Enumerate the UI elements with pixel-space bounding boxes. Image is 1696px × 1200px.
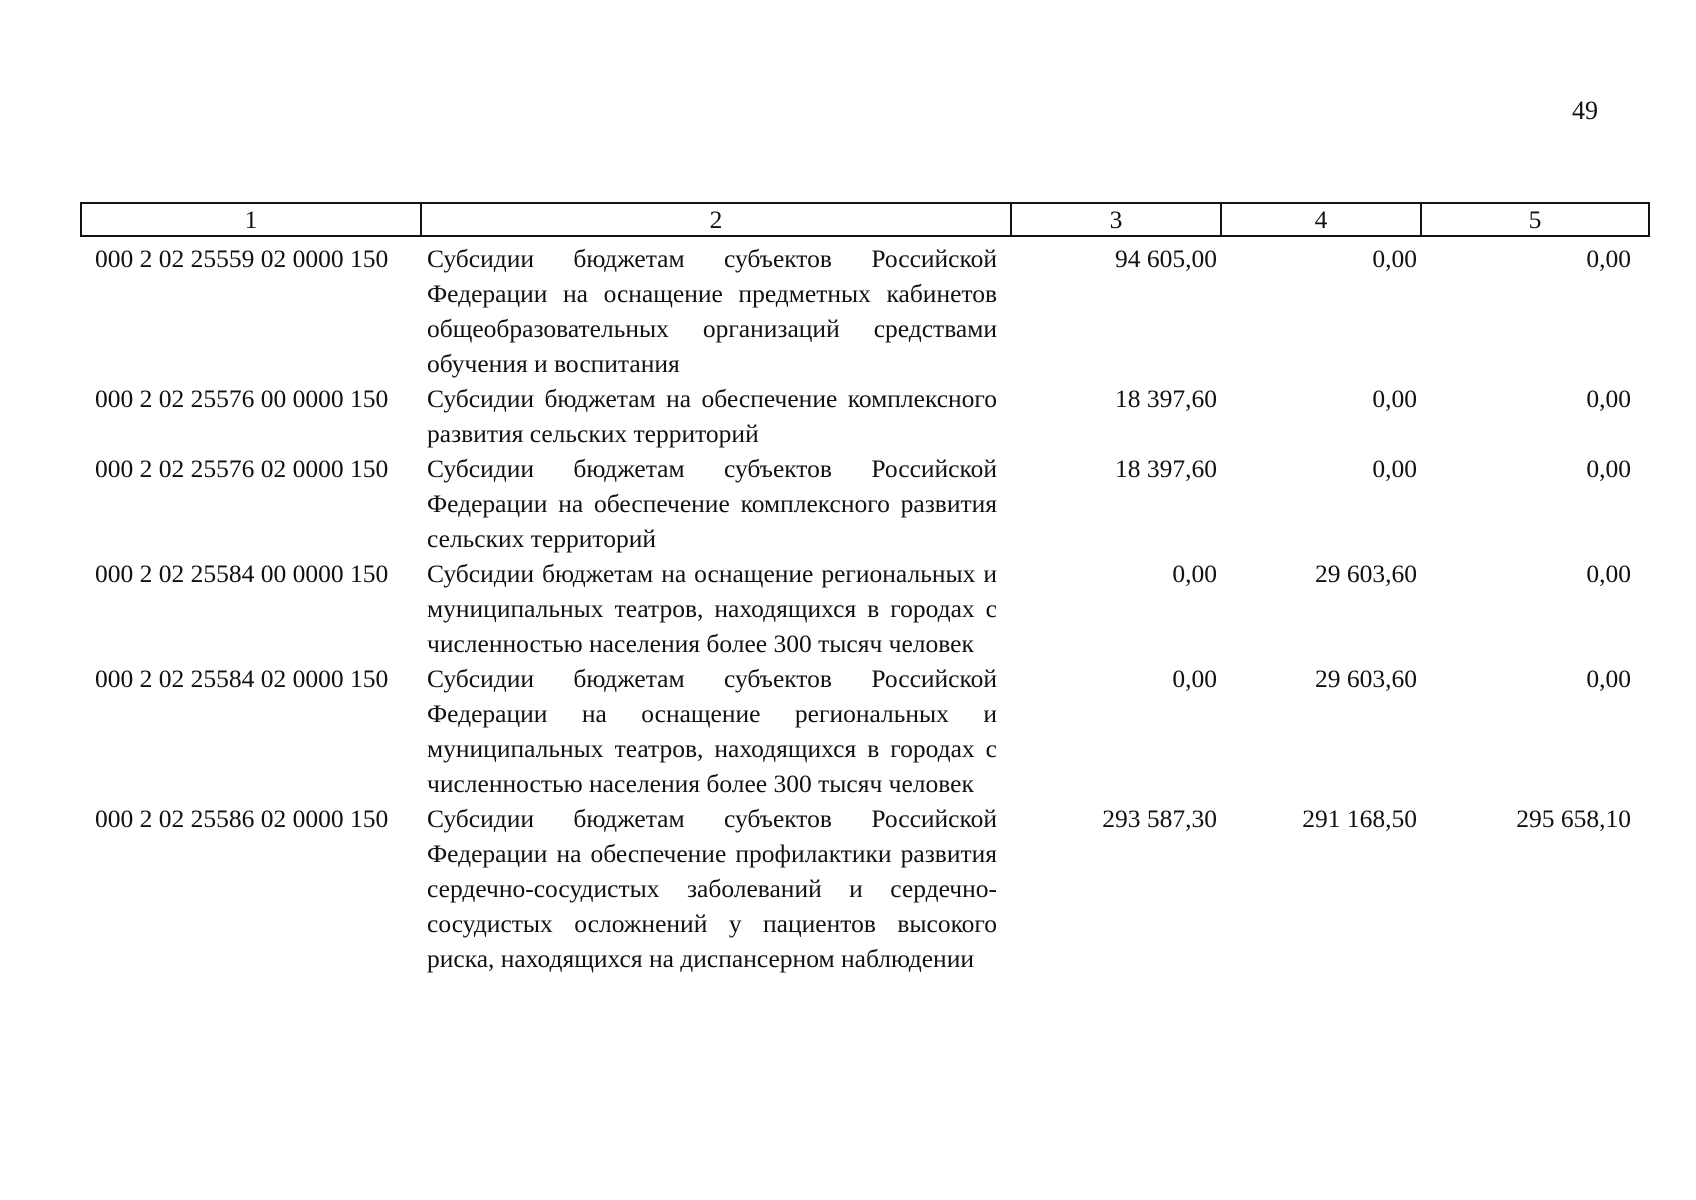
column-header-4: 4 — [1221, 203, 1421, 236]
value-col-5: 0,00 — [1586, 244, 1631, 273]
page-number: 49 — [1572, 96, 1598, 125]
value-col-3: 18 397,60 — [1115, 454, 1217, 483]
value-col-3: 18 397,60 — [1115, 384, 1217, 413]
value-col-5: 0,00 — [1586, 559, 1631, 588]
budget-code: 000 2 02 25584 02 0000 150 — [95, 664, 389, 693]
row-description: Субсидии бюджетам субъектов Российской Федерации на обеспечение профилактики развития сердечно-сосудистых заболеваний и сердечно-сосудистых осложнений у пациентов высокого риска, находящихся на диспансерном наблюдении — [427, 804, 997, 973]
value-col-4: 0,00 — [1372, 384, 1417, 413]
value-col-4: 0,00 — [1372, 454, 1417, 483]
value-col-5: 0,00 — [1586, 454, 1631, 483]
table-row — [81, 236, 1649, 381]
value-col-3: 293 587,30 — [1102, 804, 1217, 833]
table-row — [81, 556, 1649, 661]
value-col-5: 295 658,10 — [1516, 804, 1631, 833]
budget-code: 000 2 02 25576 00 0000 150 — [95, 384, 389, 413]
value-col-3: 0,00 — [1172, 559, 1217, 588]
column-header-2: 2 — [421, 203, 1011, 236]
row-description: Субсидии бюджетам на обеспечение комплексного развития сельских территорий — [427, 384, 997, 448]
row-description: Субсидии бюджетам субъектов Российской Федерации на оснащение предметных кабинетов общеобразовательных организаций средствами обучения и воспитания — [427, 244, 997, 378]
column-header-1: 1 — [81, 203, 421, 236]
table-row — [81, 801, 1649, 976]
value-col-4: 29 603,60 — [1315, 559, 1417, 588]
value-col-5: 0,00 — [1586, 664, 1631, 693]
row-description: Субсидии бюджетам субъектов Российской Федерации на оснащение региональных и муниципальных театров, находящихся в городах с численностью населения более 300 тысяч человек — [427, 664, 997, 798]
budget-code: 000 2 02 25576 02 0000 150 — [95, 454, 389, 483]
column-header-5: 5 — [1421, 203, 1649, 236]
value-col-5: 0,00 — [1586, 384, 1631, 413]
budget-code: 000 2 02 25584 00 0000 150 — [95, 559, 389, 588]
table-row — [81, 451, 1649, 556]
table-row — [81, 381, 1649, 451]
budget-table — [80, 202, 1650, 976]
row-description: Субсидии бюджетам субъектов Российской Федерации на обеспечение комплексного развития сельских территорий — [427, 454, 997, 553]
budget-code: 000 2 02 25559 02 0000 150 — [95, 244, 389, 273]
value-col-4: 291 168,50 — [1302, 804, 1417, 833]
header-row — [81, 203, 1649, 236]
row-description: Субсидии бюджетам на оснащение региональных и муниципальных театров, находящихся в городах с численностью населения более 300 тысяч человек — [427, 559, 997, 658]
value-col-4: 29 603,60 — [1315, 664, 1417, 693]
column-header-3: 3 — [1011, 203, 1221, 236]
budget-code: 000 2 02 25586 02 0000 150 — [95, 804, 389, 833]
value-col-4: 0,00 — [1372, 244, 1417, 273]
value-col-3: 0,00 — [1172, 664, 1217, 693]
table-row — [81, 661, 1649, 801]
value-col-3: 94 605,00 — [1115, 244, 1217, 273]
